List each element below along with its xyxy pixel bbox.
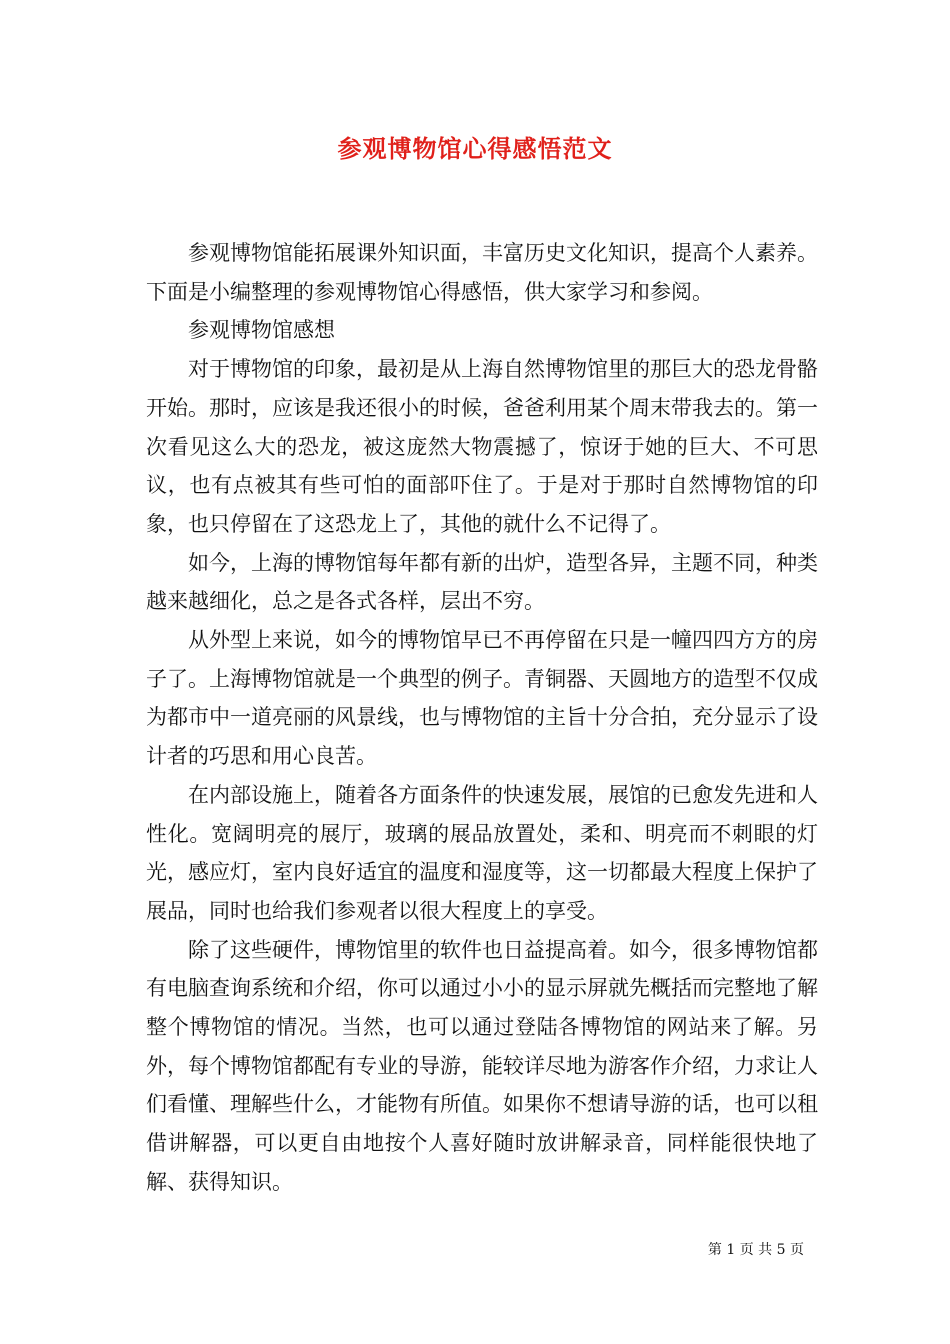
paragraph-intro: 参观博物馆能拓展课外知识面，丰富历史文化知识，提高个人素养。下面是小编整理的参观博物馆心得感悟，供大家学习和参阅。 xyxy=(146,241,818,304)
paragraph-software: 除了这些硬件，博物馆里的软件也日益提高着。如今，很多博物馆都有电脑查询系统和介绍，你可以通过小小的显示屏就先概括而完整地了解整个博物馆的情况。当然，也可以通过登陆各博物馆的网站来了解。另外，每个博物馆都配有专业的导游，能较详尽地为游客作介绍，力求让人们看懂、理解些什么，才能物有所值。如果你不想请导游的话，也可以租借讲解器，可以更自由地按个人喜好随时放讲解录音，同样能很快地了解、获得知识。 xyxy=(146,937,818,1194)
section-heading: 参观博物馆感想 xyxy=(188,318,335,343)
paragraph-exterior: 从外型上来说，如今的博物馆早已不再停留在只是一幢四四方方的房子了。上海博物馆就是一个典型的例子。青铜器、天圆地方的造型不仅成为都市中一道亮丽的风景线，也与博物馆的主旨十分合拍，充分显示了设计者的巧思和用心良苦。 xyxy=(146,628,818,769)
paragraph-interior: 在内部设施上，随着各方面条件的快速发展，展馆的已愈发先进和人性化。宽阔明亮的展厅，玻璃的展品放置处，柔和、明亮而不刺眼的灯光，感应灯，室内良好适宜的温度和湿度等，这一切都最大程度上保护了展品，同时也给我们参观者以很大程度上的享受。 xyxy=(146,782,818,923)
document-body xyxy=(146,234,818,1202)
document-title: 参观博物馆心得感悟范文 xyxy=(337,134,613,163)
paragraph-today: 如今，上海的博物馆每年都有新的出炉，造型各异，主题不同，种类越来越细化，总之是各式各样，层出不穷。 xyxy=(146,550,818,614)
paragraph-impression: 对于博物馆的印象，最初是从上海自然博物馆里的那巨大的恐龙骨骼开始。那时，应该是我还很小的时候，爸爸利用某个周末带我去的。第一次看见这么大的恐龙，被这庞然大物震撼了，惊讶于她的巨大、不可思议，也有点被其有些可怕的面部吓住了。于是对于那时自然博物馆的印象，也只停留在了这恐龙上了，其他的就什么不记得了。 xyxy=(146,357,818,536)
page-number: 第 1 页 共 5 页 xyxy=(707,1242,804,1258)
